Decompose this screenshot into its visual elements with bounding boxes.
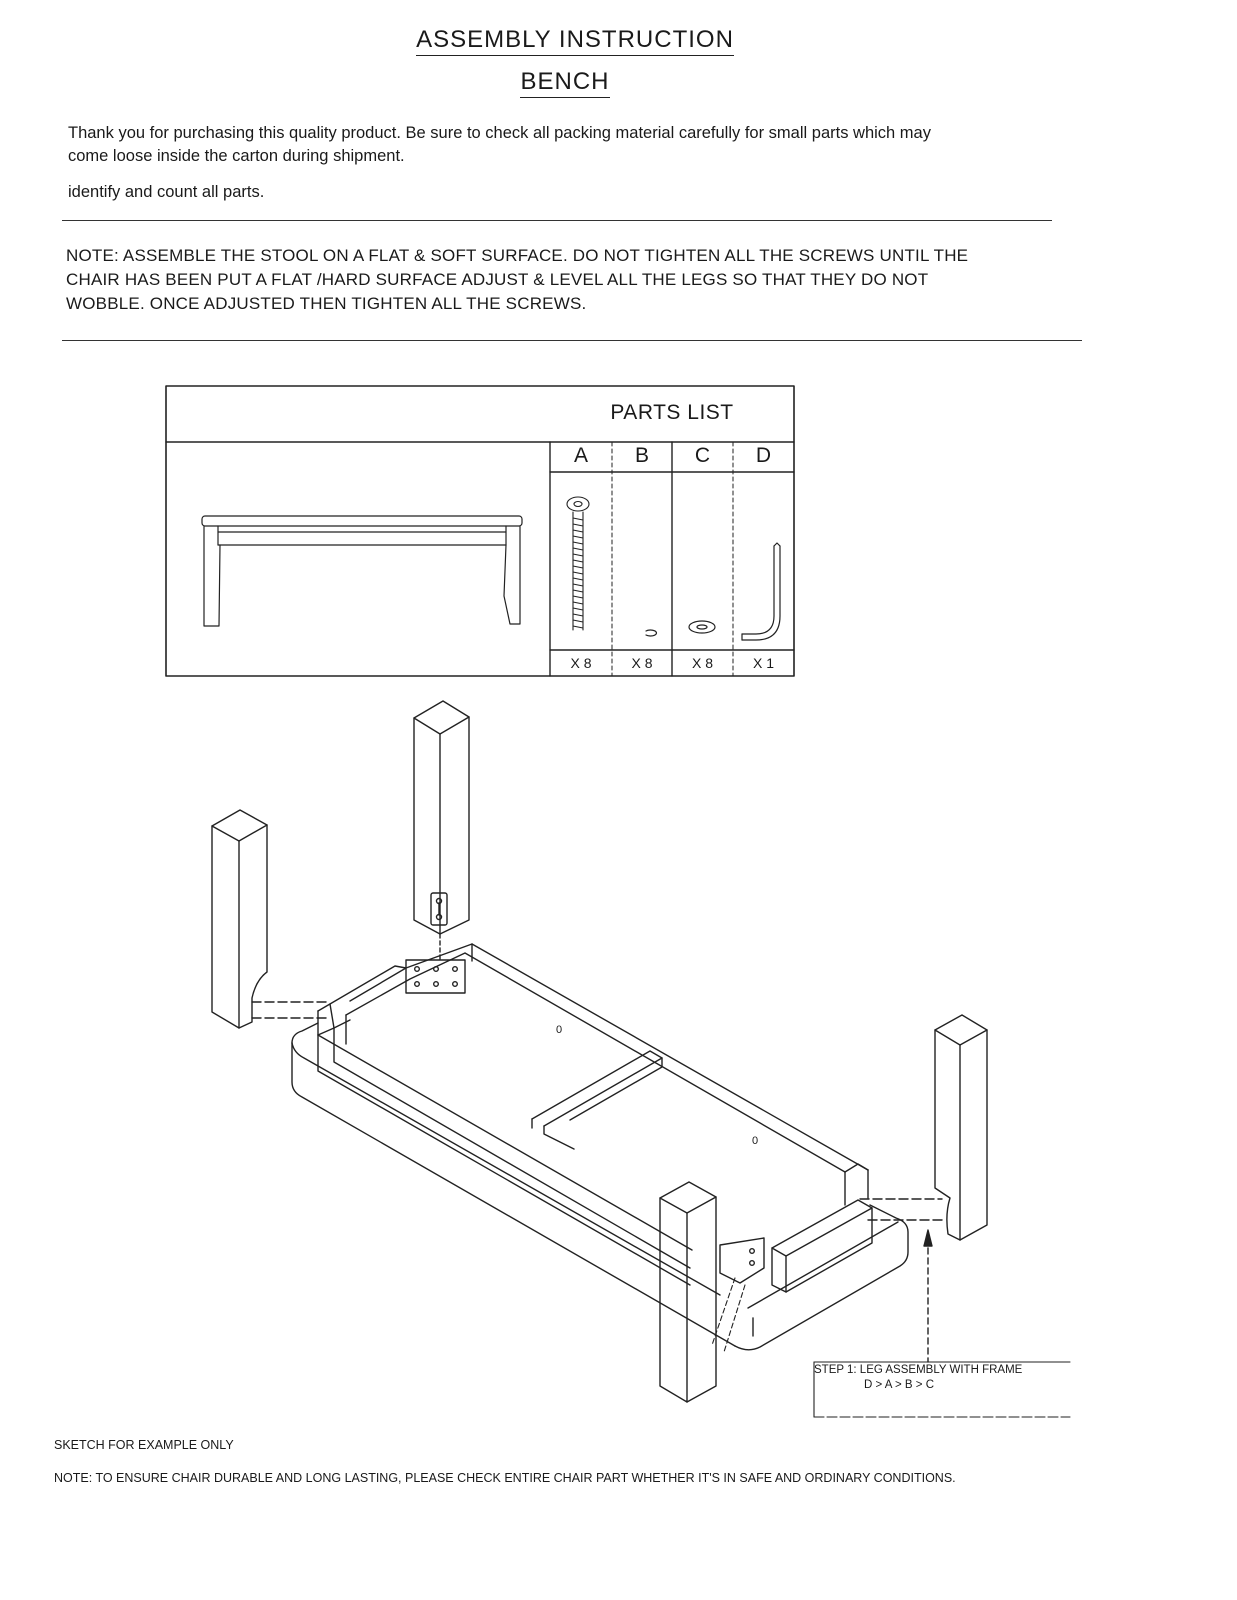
leg-left [212,810,330,1028]
bench-thumbnail [202,516,522,626]
page-subtitle: BENCH [0,68,1140,96]
part-b-qty: X 8 [631,655,653,671]
part-b-washer-icon [646,630,656,636]
sketch-note: SKETCH FOR EXAMPLE ONLY [54,1438,234,1452]
step-order: D > A > B > C [864,1379,934,1391]
leg-front-right [660,1182,716,1402]
note-line-1: NOTE: ASSEMBLE THE STOOL ON A FLAT & SOFT SURFACE. DO NOT TIGHTEN ALL THE SCREWS UNTIL THE [66,246,969,265]
bench-frame [292,944,908,1352]
part-a-qty: X 8 [570,655,592,671]
part-a-bolt-icon [567,497,589,630]
intro-line-3: identify and count all parts. [68,183,265,201]
part-b-label: B [634,444,649,467]
part-c-qty: X 8 [691,655,713,671]
leg-right [860,1015,987,1362]
hole-mark-front: 0 [752,1135,759,1147]
note-line-2: CHAIR HAS BEEN PUT A FLAT /HARD SURFACE ADJUST & LEVEL ALL THE LEGS SO THAT THEY DO NOT [66,270,929,289]
leg-top-center [414,701,469,960]
hole-mark-back: 0 [556,1024,563,1036]
parts-list-title: PARTS LIST [610,401,734,424]
note-line-3: WOBBLE. ONCE ADJUSTED THEN TIGHTEN ALL THE SCREWS. [66,294,587,313]
intro-line-2: come loose inside the carton during shipment. [68,147,405,165]
part-d-qty: X 1 [752,655,774,671]
part-c-label: C [694,444,711,467]
part-d-allen-key-icon [742,543,780,640]
part-d-label: D [755,444,772,467]
part-c-flat-washer-icon [689,621,715,633]
intro-line-1: Thank you for purchasing this quality product. Be sure to check all packing material carefully for small parts which may [68,124,931,142]
page-title: ASSEMBLY INSTRUCTION [0,26,1150,54]
part-a-label: A [573,444,588,467]
step-title: STEP 1: LEG ASSEMBLY WITH FRAME [814,1364,1023,1376]
durability-note: NOTE: TO ENSURE CHAIR DURABLE AND LONG LASTING, PLEASE CHECK ENTIRE CHAIR PART WHETHER IT'S IN SAFE AND ORDINARY CONDITIONS. [54,1471,956,1485]
